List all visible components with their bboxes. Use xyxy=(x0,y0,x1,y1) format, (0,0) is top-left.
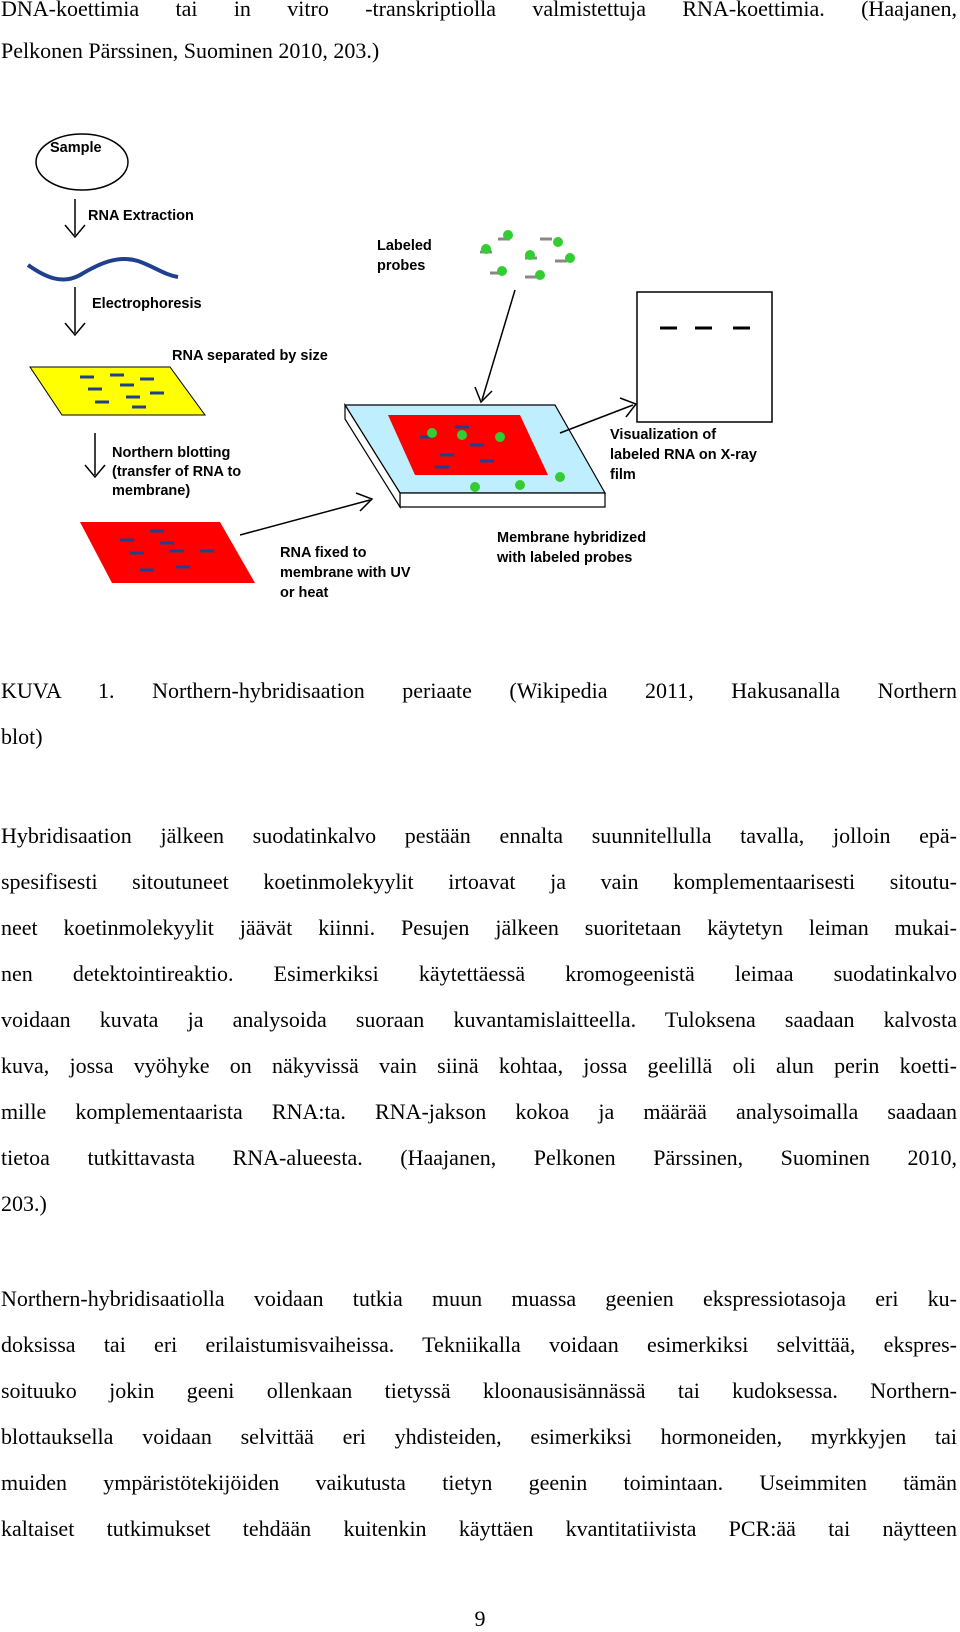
text-line: voidaan kuvata ja analysoida suoraan kuvantamislaitteella. Tuloksena saadaan kalvosta xyxy=(1,1007,957,1032)
text-line: mille komplementaarista RNA:ta. RNA-jakson kokoa ja määrää analysoimalla saadaan xyxy=(1,1099,957,1124)
label-rna-extraction: RNA Extraction xyxy=(88,208,194,224)
label-visualization: Visualization of xyxy=(610,427,717,443)
text-line: doksissa tai eri erilaistumisvaiheissa. Tekniikalla voidaan esimerkiksi selvittää, ekspres- xyxy=(1,1332,957,1357)
body-paragraph xyxy=(1,813,957,1227)
probes-cluster xyxy=(480,230,575,280)
hybridization-tray xyxy=(345,405,605,507)
text-line: kuva, jossa vyöhyke on näkyvissä vain siinä kohtaa, jossa geelillä oli alun perin koetti- xyxy=(1,1053,957,1078)
figure-caption xyxy=(1,668,957,760)
arrow-icon xyxy=(65,287,85,335)
text-line: tietoa tutkittavasta RNA-alueesta. (Haajanen, Pelkonen Pärssinen, Suominen 2010, xyxy=(1,1145,957,1170)
label-labeled-probes: probes xyxy=(377,258,426,274)
text-line: spesifisesti sitoutuneet koetinmolekyylit irtoavat ja vain komplementaarisesti sitoutu- xyxy=(1,869,957,894)
arrow-icon xyxy=(85,433,105,477)
intro-paragraph xyxy=(1,0,957,72)
page-number: 9 xyxy=(474,1606,486,1631)
membrane xyxy=(80,522,255,583)
label-labeled-probes: Labeled xyxy=(377,238,432,254)
label-visualization: labeled RNA on X-ray xyxy=(610,447,757,463)
text-line: muiden ympäristötekijöiden vaikutusta tietyn geenin toimintaan. Useimmiten tämän xyxy=(1,1470,957,1495)
arrow-icon xyxy=(240,493,372,535)
label-membrane-hybridized: Membrane hybridized xyxy=(497,530,647,546)
text-line: neet koetinmolekyylit jäävät kiinni. Pesujen jälkeen suoritetaan käytetyn leiman mukai- xyxy=(1,915,957,940)
arrow-icon xyxy=(65,199,85,237)
text-line: Hybridisaation jälkeen suodatinkalvo pestään ennalta suunnitellulla tavalla, jolloin epä- xyxy=(1,823,957,848)
label-rna-fixed: RNA fixed to xyxy=(280,545,367,561)
label-sample: Sample xyxy=(50,140,102,156)
label-rna-fixed: membrane with UV xyxy=(280,565,411,581)
text-line: 203.) xyxy=(1,1191,47,1216)
label-northern-blotting: (transfer of RNA to xyxy=(112,464,242,480)
label-rna-fixed: or heat xyxy=(280,585,329,601)
arrow-icon xyxy=(475,290,515,402)
x-ray-film xyxy=(637,292,772,422)
body-paragraph xyxy=(1,1276,957,1552)
text-line: Pelkonen Pärssinen, Suominen 2010, 203.) xyxy=(1,38,380,63)
text-line: kaltaiset tutkimukset tehdään kuitenkin käyttäen kvantitatiivista PCR:ää tai näytteen xyxy=(1,1516,957,1541)
label-rna-separated: RNA separated by size xyxy=(172,348,328,364)
label-electrophoresis: Electrophoresis xyxy=(92,296,202,312)
text-line: Northern-hybridisaatiolla voidaan tutkia muun muassa geenien ekspressiotasoja eri ku- xyxy=(1,1286,957,1311)
label-visualization: film xyxy=(610,467,636,483)
text-line: KUVA 1. Northern-hybridisaation periaate (Wikipedia 2011, Hakusanalla Northern xyxy=(1,678,957,703)
text-line: soituuko jokin geeni ollenkaan tietyssä kloonausisännässä tai kudoksessa. Northern- xyxy=(1,1378,957,1403)
text-line: nen detektointireaktio. Esimerkiksi käytettäessä kromogeenistä leimaa suodatinkalvo xyxy=(1,961,957,986)
text-line: DNA-koettimia tai in vitro -transkriptiolla valmistettuja RNA-koettimia. (Haajanen, xyxy=(1,0,957,21)
northern-blot-diagram xyxy=(0,115,960,635)
rna-strand xyxy=(28,259,178,280)
label-northern-blotting: membrane) xyxy=(112,483,191,499)
label-membrane-hybridized: with labeled probes xyxy=(497,550,633,566)
text-line: blottauksella voidaan selvittää eri yhdisteiden, esimerkiksi hormoneiden, myrkkyjen tai xyxy=(1,1424,957,1449)
label-northern-blotting: Northern blotting xyxy=(112,445,231,461)
text-line: blot) xyxy=(1,724,43,749)
